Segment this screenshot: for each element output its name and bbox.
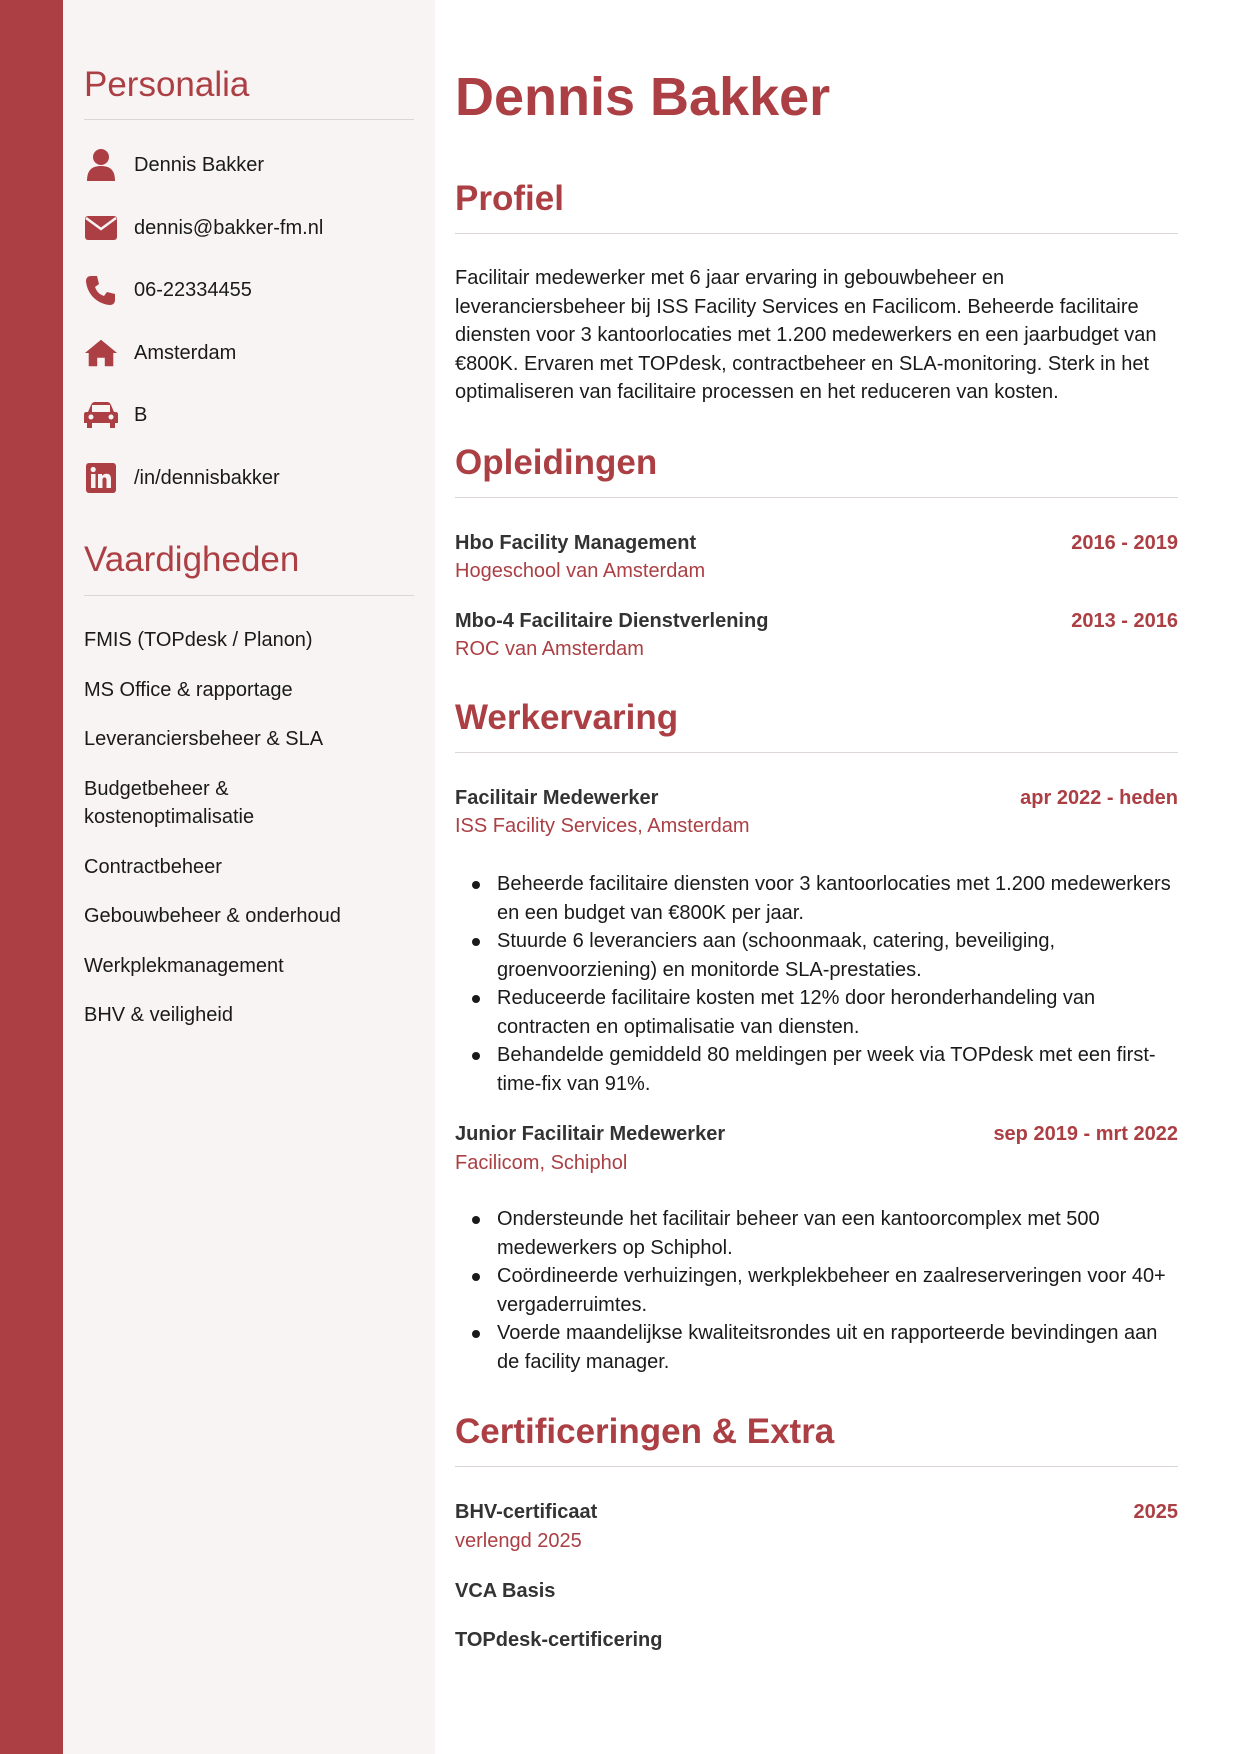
candidate-name: Dennis Bakker xyxy=(455,67,831,127)
certification-note: verlengd 2025 xyxy=(455,1530,582,1552)
contact-linkedin xyxy=(84,460,414,496)
certification-date: 2025 xyxy=(1133,1501,1178,1523)
education-school: Hogeschool van Amsterdam xyxy=(455,560,706,582)
car-icon xyxy=(84,398,118,432)
envelope-icon xyxy=(84,211,118,245)
contact-phone xyxy=(84,272,414,308)
accent-stripe xyxy=(0,0,63,1754)
job-title: Facilitair Medewerker xyxy=(455,787,659,809)
skill-item: FMIS (TOPdesk / Planon) xyxy=(84,629,313,651)
education-heading: Opleidingen xyxy=(455,443,658,482)
education-school: ROC van Amsterdam xyxy=(455,638,644,660)
job-bullets xyxy=(455,870,1178,1098)
sidebar xyxy=(63,0,435,1754)
certification-title: TOPdesk-certificering xyxy=(455,1629,663,1651)
job-date: apr 2022 - heden xyxy=(1020,787,1178,809)
profile-text: Facilitair medewerker met 6 jaar ervaring in gebouwbeheer en leveranciersbeheer bij ISS Facility Services en Facilicom. Beheerde facilitaire diensten voor 3 kantoorlocaties met 1.200 medewerkers en een jaarbudget van €800K. Ervaren met TOPdesk, contractbeheer en SLA-monitoring. Sterk in het optimaliseren van facilitaire processen en het reduceren van kosten. xyxy=(455,267,1157,403)
profile-heading: Profiel xyxy=(455,179,564,218)
contact-linkedin-text[interactable]: /in/dennisbakker xyxy=(134,467,280,489)
list-item: Ondersteunde het facilitair beheer van een kantoorcomplex met 500 medewerkers op Schiphol. xyxy=(455,1205,1178,1262)
home-icon xyxy=(84,336,118,370)
skills-divider xyxy=(84,595,414,596)
skill-item: Leveranciersbeheer & SLA xyxy=(84,728,324,750)
contact-email-text[interactable]: dennis@bakker-fm.nl xyxy=(134,217,324,239)
job-date: sep 2019 - mrt 2022 xyxy=(993,1123,1178,1145)
job-company: ISS Facility Services, Amsterdam xyxy=(455,815,750,837)
experience-heading: Werkervaring xyxy=(455,698,679,737)
skill-item: MS Office & rapportage xyxy=(84,679,293,701)
certification-title: BHV-certificaat xyxy=(455,1501,598,1523)
profile-divider xyxy=(455,233,1178,234)
education-date: 2013 - 2016 xyxy=(1071,610,1178,632)
contact-license xyxy=(84,397,414,433)
job-bullets xyxy=(455,1205,1178,1376)
phone-icon xyxy=(84,273,118,307)
skill-item: Werkplekmanagement xyxy=(84,955,284,977)
list-item: Stuurde 6 leveranciers aan (schoonmaak, catering, beveiliging, groenvoorziening) en monitorde SLA-prestaties. xyxy=(455,927,1178,984)
experience-divider xyxy=(455,752,1178,753)
skills-heading: Vaardigheden xyxy=(84,540,300,579)
skill-item: Contractbeheer xyxy=(84,856,222,878)
skill-item: BHV & veiligheid xyxy=(84,1004,233,1026)
user-icon xyxy=(84,148,118,182)
list-item: Behandelde gemiddeld 80 meldingen per week via TOPdesk met een first-time-fix van 91%. xyxy=(455,1041,1178,1098)
certifications-divider xyxy=(455,1466,1178,1467)
skill-item: Gebouwbeheer & onderhoud xyxy=(84,905,341,927)
main-content xyxy=(455,0,1178,1754)
contact-phone-text[interactable]: 06-22334455 xyxy=(134,279,252,301)
linkedin-icon xyxy=(84,461,118,495)
list-item: Coördineerde verhuizingen, werkplekbeheer en zaalreserveringen voor 40+ vergaderruimtes. xyxy=(455,1262,1178,1319)
education-title: Mbo-4 Facilitaire Dienstverlening xyxy=(455,610,769,632)
education-divider xyxy=(455,497,1178,498)
contact-location xyxy=(84,335,414,371)
contact-name xyxy=(84,147,414,183)
contact-name-text: Dennis Bakker xyxy=(134,154,265,176)
contact-location-text: Amsterdam xyxy=(134,342,237,364)
education-title: Hbo Facility Management xyxy=(455,532,697,554)
list-item: Beheerde facilitaire diensten voor 3 kantoorlocaties met 1.200 medewerkers en een budget van €800K per jaar. xyxy=(455,870,1178,927)
list-item: Reduceerde facilitaire kosten met 12% door heronderhandeling van contracten en optimalisatie van diensten. xyxy=(455,984,1178,1041)
personalia-divider xyxy=(84,119,414,120)
list-item: Voerde maandelijkse kwaliteitsrondes uit en rapporteerde bevindingen aan de facility manager. xyxy=(455,1319,1178,1376)
job-title: Junior Facilitair Medewerker xyxy=(455,1123,726,1145)
skill-item: Budgetbeheer & kostenoptimalisatie xyxy=(84,778,255,828)
contact-email xyxy=(84,210,414,246)
certification-title: VCA Basis xyxy=(455,1580,556,1602)
personalia-heading: Personalia xyxy=(84,65,250,104)
contact-license-text: B xyxy=(134,404,148,426)
certifications-heading: Certificeringen & Extra xyxy=(455,1412,835,1451)
education-date: 2016 - 2019 xyxy=(1071,532,1178,554)
job-company: Facilicom, Schiphol xyxy=(455,1152,628,1174)
